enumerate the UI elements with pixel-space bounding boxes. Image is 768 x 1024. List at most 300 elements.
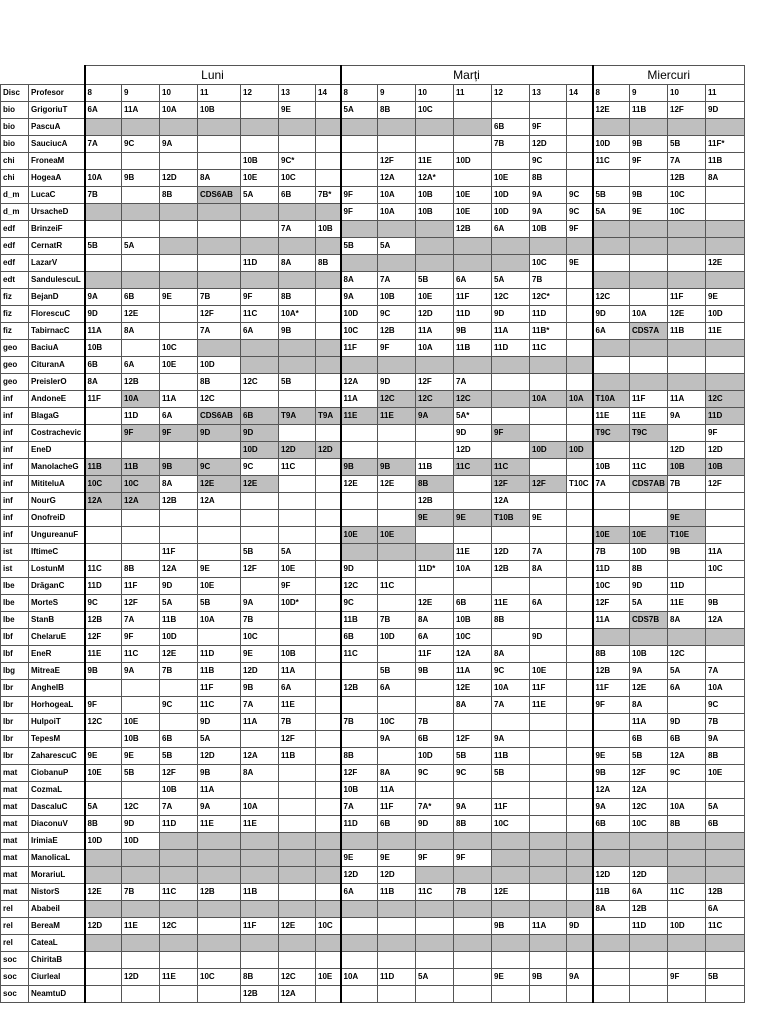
schedule-cell[interactable]: 9E <box>279 102 316 119</box>
schedule-cell[interactable] <box>241 136 279 153</box>
schedule-cell[interactable]: 6A <box>122 357 160 374</box>
schedule-cell[interactable]: 5A <box>593 204 630 221</box>
schedule-cell[interactable] <box>567 850 593 867</box>
schedule-cell[interactable] <box>593 714 630 731</box>
schedule-cell[interactable]: 10E <box>316 969 341 986</box>
schedule-cell[interactable]: 11A <box>122 102 160 119</box>
schedule-cell[interactable] <box>122 340 160 357</box>
schedule-cell[interactable] <box>198 544 241 561</box>
schedule-cell[interactable] <box>241 527 279 544</box>
schedule-cell[interactable]: 10B <box>198 102 241 119</box>
schedule-cell[interactable] <box>85 442 122 459</box>
schedule-cell[interactable]: 9C <box>530 153 567 170</box>
schedule-cell[interactable]: 6A <box>454 272 492 289</box>
schedule-cell[interactable]: 11F <box>85 391 122 408</box>
schedule-cell[interactable]: 5A <box>198 731 241 748</box>
schedule-cell[interactable] <box>241 204 279 221</box>
schedule-cell[interactable]: 8A <box>492 646 530 663</box>
schedule-cell[interactable]: 11C <box>341 646 378 663</box>
schedule-cell[interactable] <box>567 493 593 510</box>
schedule-cell[interactable] <box>241 850 279 867</box>
schedule-cell[interactable] <box>85 510 122 527</box>
schedule-cell[interactable] <box>706 204 745 221</box>
schedule-cell[interactable]: 6A <box>416 629 454 646</box>
schedule-cell[interactable] <box>85 204 122 221</box>
schedule-cell[interactable] <box>160 221 198 238</box>
schedule-cell[interactable]: 7B* <box>316 187 341 204</box>
schedule-cell[interactable]: 9B <box>630 136 668 153</box>
schedule-cell[interactable]: 11F <box>122 578 160 595</box>
schedule-cell[interactable]: 11C <box>630 459 668 476</box>
schedule-cell[interactable] <box>241 510 279 527</box>
schedule-cell[interactable]: 12D <box>198 748 241 765</box>
schedule-cell[interactable] <box>378 986 416 1003</box>
schedule-cell[interactable] <box>198 918 241 935</box>
schedule-cell[interactable]: 8A <box>706 170 745 187</box>
schedule-cell[interactable]: 12A <box>160 561 198 578</box>
schedule-cell[interactable]: 11E <box>122 918 160 935</box>
schedule-cell[interactable] <box>706 340 745 357</box>
schedule-cell[interactable] <box>706 357 745 374</box>
schedule-cell[interactable] <box>279 425 316 442</box>
schedule-cell[interactable]: 11C <box>198 697 241 714</box>
schedule-cell[interactable]: 11A <box>160 391 198 408</box>
schedule-cell[interactable] <box>567 170 593 187</box>
schedule-cell[interactable]: 6A <box>160 408 198 425</box>
schedule-cell[interactable] <box>316 952 341 969</box>
schedule-cell[interactable]: 12D <box>85 918 122 935</box>
schedule-cell[interactable]: 9D <box>593 306 630 323</box>
schedule-cell[interactable]: 7A <box>241 697 279 714</box>
schedule-cell[interactable] <box>706 187 745 204</box>
schedule-cell[interactable] <box>454 119 492 136</box>
schedule-cell[interactable]: 6B <box>341 629 378 646</box>
schedule-cell[interactable] <box>279 493 316 510</box>
schedule-cell[interactable] <box>378 442 416 459</box>
schedule-cell[interactable]: 8B <box>668 816 706 833</box>
schedule-cell[interactable] <box>593 731 630 748</box>
schedule-cell[interactable]: 11E <box>378 408 416 425</box>
schedule-cell[interactable] <box>567 884 593 901</box>
schedule-cell[interactable]: 7A <box>85 136 122 153</box>
schedule-cell[interactable] <box>241 391 279 408</box>
schedule-cell[interactable] <box>668 374 706 391</box>
schedule-cell[interactable] <box>85 901 122 918</box>
schedule-cell[interactable]: 12C <box>492 289 530 306</box>
schedule-cell[interactable]: 11F <box>593 680 630 697</box>
schedule-cell[interactable] <box>316 238 341 255</box>
schedule-cell[interactable]: 6B <box>706 816 745 833</box>
schedule-cell[interactable] <box>122 901 160 918</box>
schedule-cell[interactable] <box>122 986 160 1003</box>
schedule-cell[interactable]: 12F <box>85 629 122 646</box>
schedule-cell[interactable]: 10A <box>668 799 706 816</box>
schedule-cell[interactable] <box>85 731 122 748</box>
schedule-cell[interactable] <box>341 119 378 136</box>
schedule-cell[interactable] <box>279 850 316 867</box>
schedule-cell[interactable]: 8A <box>530 561 567 578</box>
schedule-cell[interactable]: 11C <box>85 561 122 578</box>
schedule-cell[interactable] <box>122 221 160 238</box>
schedule-cell[interactable] <box>85 782 122 799</box>
schedule-cell[interactable] <box>241 340 279 357</box>
schedule-cell[interactable]: 9F <box>416 850 454 867</box>
schedule-cell[interactable]: 9D <box>706 102 745 119</box>
schedule-cell[interactable]: 7A <box>341 799 378 816</box>
schedule-cell[interactable] <box>316 153 341 170</box>
schedule-cell[interactable]: 9D <box>160 578 198 595</box>
schedule-cell[interactable]: 11E <box>160 969 198 986</box>
schedule-cell[interactable] <box>416 544 454 561</box>
schedule-cell[interactable] <box>668 493 706 510</box>
schedule-cell[interactable] <box>706 527 745 544</box>
schedule-cell[interactable] <box>630 850 668 867</box>
schedule-cell[interactable]: 11A <box>706 544 745 561</box>
schedule-cell[interactable] <box>492 986 530 1003</box>
schedule-cell[interactable]: CDS7AB <box>630 476 668 493</box>
schedule-cell[interactable] <box>530 408 567 425</box>
schedule-cell[interactable] <box>706 272 745 289</box>
schedule-cell[interactable]: 9B <box>378 459 416 476</box>
schedule-cell[interactable] <box>706 238 745 255</box>
schedule-cell[interactable]: 5A* <box>454 408 492 425</box>
schedule-cell[interactable] <box>198 935 241 952</box>
schedule-cell[interactable] <box>416 578 454 595</box>
schedule-cell[interactable] <box>279 510 316 527</box>
schedule-cell[interactable]: 10D <box>341 306 378 323</box>
schedule-cell[interactable] <box>668 238 706 255</box>
schedule-cell[interactable] <box>706 119 745 136</box>
schedule-cell[interactable]: 11F <box>198 680 241 697</box>
schedule-cell[interactable]: 9F <box>530 119 567 136</box>
schedule-cell[interactable] <box>416 680 454 697</box>
schedule-cell[interactable]: 6B <box>241 408 279 425</box>
schedule-cell[interactable] <box>706 782 745 799</box>
schedule-cell[interactable]: 10B <box>241 153 279 170</box>
schedule-cell[interactable] <box>85 867 122 884</box>
schedule-cell[interactable] <box>492 408 530 425</box>
schedule-cell[interactable]: 11F <box>341 340 378 357</box>
schedule-cell[interactable] <box>316 102 341 119</box>
schedule-cell[interactable]: 7A <box>492 697 530 714</box>
schedule-cell[interactable]: 12A <box>706 612 745 629</box>
schedule-cell[interactable] <box>668 255 706 272</box>
schedule-cell[interactable]: 9E <box>630 204 668 221</box>
schedule-cell[interactable] <box>593 969 630 986</box>
schedule-cell[interactable]: 8A <box>198 170 241 187</box>
schedule-cell[interactable]: 9D <box>198 425 241 442</box>
schedule-cell[interactable] <box>630 374 668 391</box>
schedule-cell[interactable] <box>378 833 416 850</box>
schedule-cell[interactable] <box>593 442 630 459</box>
schedule-cell[interactable] <box>593 119 630 136</box>
schedule-cell[interactable] <box>593 935 630 952</box>
schedule-cell[interactable]: 12F <box>198 306 241 323</box>
schedule-cell[interactable] <box>341 510 378 527</box>
schedule-cell[interactable] <box>593 918 630 935</box>
schedule-cell[interactable]: T10E <box>668 527 706 544</box>
schedule-cell[interactable]: 12A <box>630 782 668 799</box>
schedule-cell[interactable] <box>316 714 341 731</box>
schedule-cell[interactable] <box>122 935 160 952</box>
schedule-cell[interactable]: 12A <box>279 986 316 1003</box>
schedule-cell[interactable]: 7B <box>341 714 378 731</box>
schedule-cell[interactable] <box>341 153 378 170</box>
schedule-cell[interactable] <box>198 952 241 969</box>
schedule-cell[interactable] <box>316 374 341 391</box>
schedule-cell[interactable]: 10B <box>668 459 706 476</box>
schedule-cell[interactable] <box>341 442 378 459</box>
schedule-cell[interactable]: 9D <box>378 374 416 391</box>
schedule-cell[interactable] <box>668 272 706 289</box>
schedule-cell[interactable]: 9D <box>416 816 454 833</box>
schedule-cell[interactable]: 12C <box>241 374 279 391</box>
schedule-cell[interactable]: 9C <box>160 697 198 714</box>
schedule-cell[interactable] <box>341 221 378 238</box>
schedule-cell[interactable] <box>85 969 122 986</box>
schedule-cell[interactable] <box>454 969 492 986</box>
schedule-cell[interactable] <box>416 901 454 918</box>
schedule-cell[interactable]: 10C <box>85 476 122 493</box>
schedule-cell[interactable]: 5A <box>160 595 198 612</box>
schedule-cell[interactable] <box>530 238 567 255</box>
schedule-cell[interactable] <box>630 969 668 986</box>
schedule-cell[interactable]: 12D <box>706 442 745 459</box>
schedule-cell[interactable] <box>530 782 567 799</box>
schedule-cell[interactable]: 6B <box>630 731 668 748</box>
schedule-cell[interactable]: 6B <box>85 357 122 374</box>
schedule-cell[interactable]: 11B* <box>530 323 567 340</box>
schedule-cell[interactable] <box>279 765 316 782</box>
schedule-cell[interactable] <box>378 646 416 663</box>
schedule-cell[interactable] <box>454 357 492 374</box>
schedule-cell[interactable]: 8B <box>279 289 316 306</box>
schedule-cell[interactable] <box>530 816 567 833</box>
schedule-cell[interactable] <box>378 595 416 612</box>
schedule-cell[interactable]: 10D <box>567 442 593 459</box>
schedule-cell[interactable]: 11A <box>241 714 279 731</box>
schedule-cell[interactable]: 7A <box>122 612 160 629</box>
schedule-cell[interactable] <box>668 952 706 969</box>
schedule-cell[interactable]: 9F <box>492 425 530 442</box>
schedule-cell[interactable]: 8B <box>706 748 745 765</box>
schedule-cell[interactable]: 5B <box>454 748 492 765</box>
schedule-cell[interactable]: 11D <box>454 306 492 323</box>
schedule-cell[interactable]: 9A <box>492 731 530 748</box>
schedule-cell[interactable]: 9E <box>668 510 706 527</box>
schedule-cell[interactable] <box>567 306 593 323</box>
schedule-cell[interactable] <box>85 272 122 289</box>
schedule-cell[interactable] <box>85 425 122 442</box>
schedule-cell[interactable]: 10A <box>378 187 416 204</box>
schedule-cell[interactable]: 11D <box>630 918 668 935</box>
schedule-cell[interactable]: 10C <box>122 476 160 493</box>
schedule-cell[interactable] <box>198 629 241 646</box>
schedule-cell[interactable]: 11B <box>341 612 378 629</box>
schedule-cell[interactable]: 7A <box>378 272 416 289</box>
schedule-cell[interactable] <box>706 374 745 391</box>
schedule-cell[interactable] <box>122 255 160 272</box>
schedule-cell[interactable] <box>567 680 593 697</box>
schedule-cell[interactable]: 12F <box>668 102 706 119</box>
schedule-cell[interactable] <box>567 544 593 561</box>
schedule-cell[interactable]: 5A <box>122 238 160 255</box>
schedule-cell[interactable] <box>241 935 279 952</box>
schedule-cell[interactable]: 12C <box>85 714 122 731</box>
schedule-cell[interactable]: 9F <box>454 850 492 867</box>
schedule-cell[interactable] <box>630 629 668 646</box>
schedule-cell[interactable] <box>567 374 593 391</box>
schedule-cell[interactable]: 10A <box>630 306 668 323</box>
schedule-cell[interactable]: 6B <box>378 816 416 833</box>
schedule-cell[interactable] <box>492 442 530 459</box>
schedule-cell[interactable]: 9C <box>341 595 378 612</box>
schedule-cell[interactable]: 11B <box>122 459 160 476</box>
schedule-cell[interactable] <box>706 833 745 850</box>
schedule-cell[interactable]: 11D* <box>416 561 454 578</box>
schedule-cell[interactable] <box>454 476 492 493</box>
schedule-cell[interactable]: 9B <box>630 187 668 204</box>
schedule-cell[interactable]: 12A <box>454 646 492 663</box>
schedule-cell[interactable] <box>454 493 492 510</box>
schedule-cell[interactable]: 12C <box>198 391 241 408</box>
schedule-cell[interactable]: 11A <box>378 782 416 799</box>
schedule-cell[interactable]: 11E <box>706 323 745 340</box>
schedule-cell[interactable] <box>279 901 316 918</box>
schedule-cell[interactable]: 12D <box>122 969 160 986</box>
schedule-cell[interactable]: 9C* <box>279 153 316 170</box>
schedule-cell[interactable] <box>706 986 745 1003</box>
schedule-cell[interactable]: 10D <box>198 357 241 374</box>
schedule-cell[interactable]: 9A <box>378 731 416 748</box>
schedule-cell[interactable]: 12D <box>241 663 279 680</box>
schedule-cell[interactable]: 5B <box>668 136 706 153</box>
schedule-cell[interactable]: 10C <box>593 578 630 595</box>
schedule-cell[interactable]: 6A <box>241 323 279 340</box>
schedule-cell[interactable]: 9E <box>160 289 198 306</box>
schedule-cell[interactable]: 10E <box>241 170 279 187</box>
schedule-cell[interactable]: 10B <box>593 459 630 476</box>
schedule-cell[interactable] <box>454 952 492 969</box>
schedule-cell[interactable]: 6A <box>593 323 630 340</box>
schedule-cell[interactable]: 7A <box>593 476 630 493</box>
schedule-cell[interactable]: 11D <box>492 340 530 357</box>
schedule-cell[interactable]: 12E <box>668 306 706 323</box>
schedule-cell[interactable]: 11B <box>454 340 492 357</box>
schedule-cell[interactable]: 10D <box>530 442 567 459</box>
schedule-cell[interactable] <box>567 646 593 663</box>
schedule-cell[interactable]: 11D <box>160 816 198 833</box>
schedule-cell[interactable]: 10A <box>706 680 745 697</box>
schedule-cell[interactable]: 9B <box>706 595 745 612</box>
schedule-cell[interactable] <box>341 255 378 272</box>
schedule-cell[interactable] <box>378 952 416 969</box>
schedule-cell[interactable] <box>567 408 593 425</box>
schedule-cell[interactable]: 10C <box>341 323 378 340</box>
schedule-cell[interactable]: 12B <box>341 680 378 697</box>
schedule-cell[interactable] <box>341 170 378 187</box>
schedule-cell[interactable]: 10E <box>341 527 378 544</box>
schedule-cell[interactable] <box>378 221 416 238</box>
schedule-cell[interactable]: 9D <box>668 714 706 731</box>
schedule-cell[interactable]: 8B <box>630 561 668 578</box>
schedule-cell[interactable]: 10D <box>630 544 668 561</box>
schedule-cell[interactable] <box>567 867 593 884</box>
schedule-cell[interactable] <box>198 238 241 255</box>
schedule-cell[interactable]: CDS7B <box>630 612 668 629</box>
schedule-cell[interactable] <box>316 901 341 918</box>
schedule-cell[interactable]: 11D <box>85 578 122 595</box>
schedule-cell[interactable] <box>630 289 668 306</box>
schedule-cell[interactable]: 10D <box>492 187 530 204</box>
schedule-cell[interactable] <box>530 884 567 901</box>
schedule-cell[interactable]: 9D <box>341 561 378 578</box>
schedule-cell[interactable] <box>122 544 160 561</box>
schedule-cell[interactable]: 10D <box>593 136 630 153</box>
schedule-cell[interactable]: 8B <box>492 612 530 629</box>
schedule-cell[interactable] <box>85 527 122 544</box>
schedule-cell[interactable]: 9A <box>567 969 593 986</box>
schedule-cell[interactable]: 8A <box>378 765 416 782</box>
schedule-cell[interactable] <box>279 833 316 850</box>
schedule-cell[interactable] <box>567 612 593 629</box>
schedule-cell[interactable]: 11F <box>530 680 567 697</box>
schedule-cell[interactable]: 10A <box>198 612 241 629</box>
schedule-cell[interactable] <box>316 527 341 544</box>
schedule-cell[interactable]: 12E <box>593 102 630 119</box>
schedule-cell[interactable]: 12A <box>378 170 416 187</box>
schedule-cell[interactable]: 12F <box>279 731 316 748</box>
schedule-cell[interactable] <box>668 425 706 442</box>
schedule-cell[interactable]: 9B <box>122 170 160 187</box>
schedule-cell[interactable] <box>416 952 454 969</box>
schedule-cell[interactable]: 12D <box>316 442 341 459</box>
schedule-cell[interactable] <box>198 204 241 221</box>
schedule-cell[interactable] <box>160 680 198 697</box>
schedule-cell[interactable]: 12A <box>198 493 241 510</box>
schedule-cell[interactable] <box>241 833 279 850</box>
schedule-cell[interactable] <box>593 833 630 850</box>
schedule-cell[interactable]: 9F <box>378 340 416 357</box>
schedule-cell[interactable] <box>454 935 492 952</box>
schedule-cell[interactable]: 10D <box>706 306 745 323</box>
schedule-cell[interactable]: 12A <box>341 374 378 391</box>
schedule-cell[interactable]: 12F <box>416 374 454 391</box>
schedule-cell[interactable] <box>122 119 160 136</box>
schedule-cell[interactable]: 12F <box>341 765 378 782</box>
schedule-cell[interactable]: 11A <box>85 323 122 340</box>
schedule-cell[interactable]: 11A <box>593 612 630 629</box>
schedule-cell[interactable]: 10C <box>198 969 241 986</box>
schedule-cell[interactable] <box>668 629 706 646</box>
schedule-cell[interactable] <box>567 782 593 799</box>
schedule-cell[interactable] <box>279 612 316 629</box>
schedule-cell[interactable] <box>567 578 593 595</box>
schedule-cell[interactable]: 9C <box>706 697 745 714</box>
schedule-cell[interactable]: 10E <box>378 527 416 544</box>
schedule-cell[interactable] <box>122 527 160 544</box>
schedule-cell[interactable] <box>341 493 378 510</box>
schedule-cell[interactable] <box>454 986 492 1003</box>
schedule-cell[interactable] <box>341 544 378 561</box>
schedule-cell[interactable] <box>593 510 630 527</box>
schedule-cell[interactable]: 8A <box>630 697 668 714</box>
schedule-cell[interactable]: 12F <box>454 731 492 748</box>
schedule-cell[interactable]: 12B <box>416 493 454 510</box>
schedule-cell[interactable]: T9C <box>593 425 630 442</box>
schedule-cell[interactable]: 8A <box>122 323 160 340</box>
schedule-cell[interactable] <box>122 153 160 170</box>
